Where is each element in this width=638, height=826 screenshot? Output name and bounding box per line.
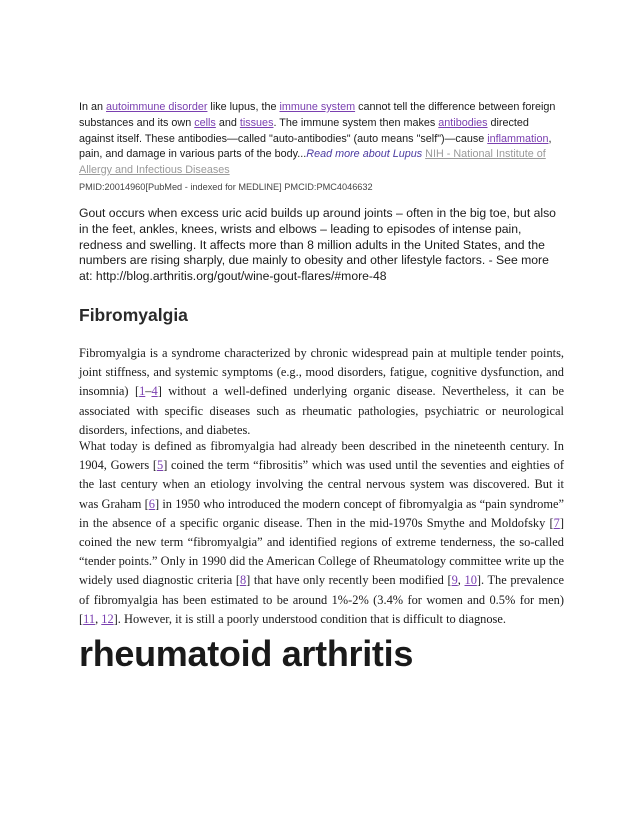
text: and — [215, 116, 240, 129]
text: ] without a well-defined underlying organic disease. Nevertheless, it can be associated with specific diseases such as rheumatic pathologies, psychiatric or neurological disorders, infections, and diabetes. — [79, 384, 565, 437]
ref-link-12[interactable]: 12 — [101, 611, 114, 626]
text: What today is defined as fibromyalgia had already been described in the nineteenth century. In 1904, Gowers [ — [79, 439, 564, 473]
ref-link-6[interactable]: 6 — [148, 496, 155, 511]
ref-link-11[interactable]: 11 — [83, 611, 96, 626]
text: directed against itself. These antibodies—called "auto-antibodies" (auto means "self")—cause — [79, 116, 529, 145]
text: ]. The prevalence of fibromyalgia has been estimated to be around 1%-2% (3.4% for women and 0.5% for men) [ — [79, 573, 564, 626]
link-immune-system[interactable]: immune system — [279, 101, 356, 113]
read-more-lupus-link[interactable]: Read more about Lupus — [306, 148, 423, 161]
ref-link-1[interactable]: 1 — [139, 384, 146, 399]
pmid-line: PMID:20014960[PubMed - indexed for MEDLINE] PMCID:PMC4046632 — [79, 182, 373, 192]
text: , — [95, 611, 102, 626]
text: , pain, and damage in various parts of the body... — [79, 132, 552, 161]
text: ] coined the new term “fibromyalgia” and identified regions of extreme tenderness, the so-called “tender points.” Only in 1990 did the American College of Rheumatology committee write up the widely used diagnostic criteria [ — [79, 515, 564, 588]
ref-link-8[interactable]: 8 — [239, 573, 247, 588]
ref-link-10[interactable]: 10 — [464, 573, 477, 588]
fibromyalgia-heading: Fibromyalgia — [79, 305, 188, 325]
link-nih[interactable]: NIH - National Institute of Allergy and Infectious Diseases — [79, 148, 546, 177]
ref-link-9[interactable]: 9 — [451, 573, 458, 588]
rheumatoid-arthritis-heading: rheumatoid arthritis — [79, 633, 414, 674]
link-autoimmune-disorder[interactable]: autoimmune disorder — [106, 101, 208, 113]
link-tissues[interactable]: tissues — [239, 116, 274, 129]
lupus-paragraph — [79, 100, 564, 179]
fibromyalgia-paragraph-1 — [79, 344, 564, 440]
ref-link-5[interactable]: 5 — [157, 458, 164, 473]
text: cannot tell the difference between foreign substances and its own — [79, 101, 556, 129]
text: . The immune system then makes — [273, 116, 439, 129]
text: Fibromyalgia is a syndrome characterized by chronic widespread pain at multiple tender points, joint stiffness, and systemic symptoms (e.g., mood disorders, fatigue, cognitive dysfunction, and insomnia) [ — [79, 346, 564, 399]
text: ] that have only recently been modified [ — [246, 573, 452, 588]
text: In an — [79, 101, 107, 113]
link-antibodies[interactable]: antibodies — [438, 116, 488, 129]
text: ] coined the term “fibrositis” which was used until the seventies and eighties of the last century when an etiology involving the central nervous system was discovered. But it was Graham [ — [79, 458, 564, 511]
text: like lupus, the — [207, 101, 280, 113]
link-cells[interactable]: cells — [194, 116, 216, 129]
link-inflammation[interactable]: inflammation — [487, 132, 549, 145]
text: ]. However, it is still a poorly understood condition that is difficult to diagnose. — [113, 611, 506, 626]
text: – — [145, 384, 152, 399]
fibromyalgia-paragraph-2 — [79, 437, 564, 629]
gout-paragraph: Gout occurs when excess uric acid builds up around joints – often in the big toe, but also in the feet, ankles, knees, wrists and elbows – leading to episodes of intense pain, redness and swelling. It affects more than 8 million adults in the United States, and the numbers are rising sharply, due mainly to obesity and other lifestyle factors. - See more at: http://blog.arthritis.org/gout/wine-gout-flares/#more-48 — [79, 206, 556, 284]
text: ] in 1950 who introduced the modern concept of fibromyalgia as “pain syndrome” in the absence of a specific organic disease. Then in the mid-1970s Smythe and Moldofsky [ — [79, 496, 565, 530]
text: , — [457, 573, 465, 588]
ref-link-7[interactable]: 7 — [553, 515, 560, 530]
ref-link-4[interactable]: 4 — [151, 384, 158, 399]
